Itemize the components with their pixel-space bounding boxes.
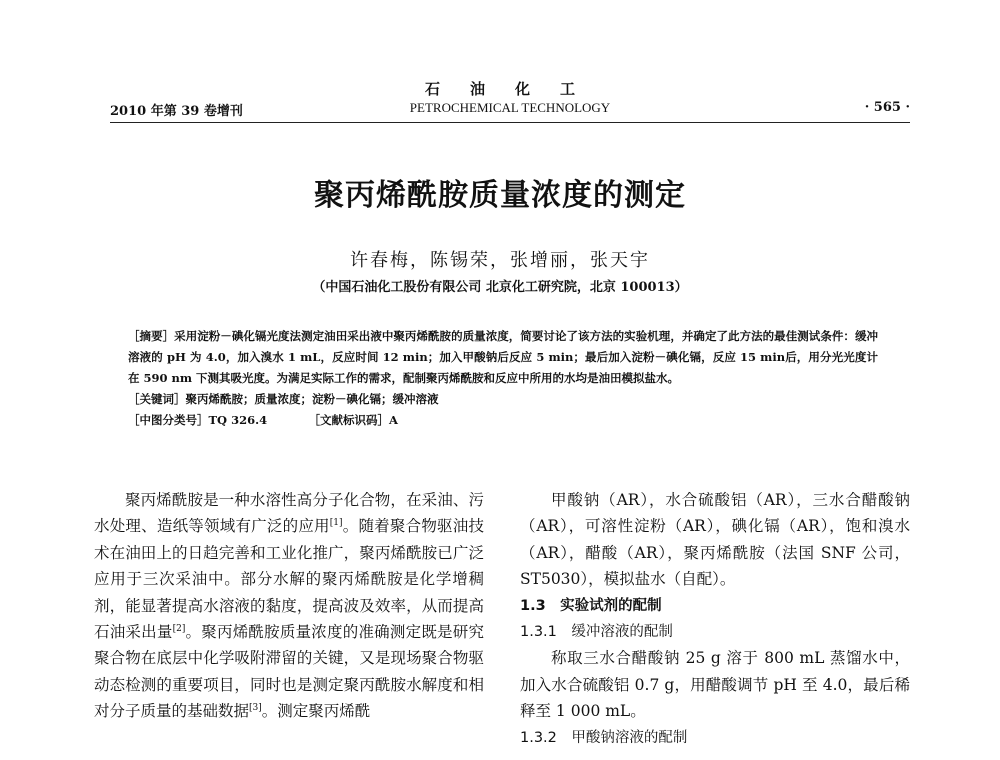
abstract xyxy=(128,326,878,389)
abstract-label: ［摘要］ xyxy=(128,329,175,343)
abstract-block xyxy=(128,326,878,431)
page-number: · 565 · xyxy=(864,100,910,115)
keywords xyxy=(128,389,878,410)
intro-paragraph xyxy=(94,487,484,725)
authors: 许春梅，陈锡荣，张增丽，张天宇 xyxy=(350,250,650,271)
section-heading-1-3: 1.3 实验试剂的配制 xyxy=(520,597,662,614)
reagents-paragraph: 甲酸钠（AR），水合硫酸铝（AR），三水合醋酸钠（AR），可溶性淀粉（AR），碘化镉（AR），饱和溴水（AR），醋酸（AR），聚丙烯酰胺（法国 SNF 公司，ST5030），模拟盐水（自配）。 xyxy=(520,491,910,589)
issue-info: 2010 年第 39 卷增刊 xyxy=(110,104,243,119)
subsection-heading-1-3-2: 1.3.2 甲酸钠溶液的配制 xyxy=(520,729,688,746)
doc-code-value: A xyxy=(389,413,398,427)
journal-name-cn: 石油化工 xyxy=(424,80,605,98)
article-title: 聚丙烯酰胺质量浓度的测定 xyxy=(314,178,686,213)
classification xyxy=(128,410,878,431)
body-column-right xyxy=(520,487,910,751)
affiliation: （中国石油化工股份有限公司 北京化工研究院，北京 100013） xyxy=(312,280,688,295)
citation-3: [3] xyxy=(249,703,262,714)
buffer-paragraph: 称取三水合醋酸钠 25 g 溶于 800 mL 蒸馏水中，加入水合硫酸铝 0.7 g，用醋酸调节 pH 至 4.0，最后稀释至 1 000 mL。 xyxy=(520,649,910,721)
keywords-label: ［关键词］ xyxy=(128,392,186,406)
clc-value: TQ 326.4 xyxy=(208,413,268,427)
clc-label: ［中图分类号］ xyxy=(128,413,209,427)
journal-name-en: PETROCHEMICAL TECHNOLOGY xyxy=(409,100,611,115)
keywords-text: 聚丙烯酰胺；质量浓度；淀粉－碘化镉；缓冲溶液 xyxy=(185,392,439,406)
header-rule xyxy=(110,122,910,123)
subsection-heading-1-3-1: 1.3.1 缓冲溶液的配制 xyxy=(520,624,673,641)
body-column-left xyxy=(94,487,484,725)
intro-text-2: 。随着聚合物驱油技术在油田上的日趋完善和工业化推广，聚丙烯酰胺已广泛应用于三次采油中。部分水解的聚丙烯酰胺是化学增稠剂，能显著提高水溶液的黏度，提高波及效率，从而提高石油采出量 xyxy=(94,517,484,642)
running-header xyxy=(110,98,910,120)
intro-text-1: 聚丙烯酰胺是一种水溶性高分子化合物，在采油、污水处理、造纸等领域有广泛的应用 xyxy=(94,491,484,536)
intro-text-4: 。测定聚丙烯酰 xyxy=(261,702,371,721)
doc-code-label: ［文献标识码］ xyxy=(308,413,389,427)
citation-1: [1] xyxy=(329,518,343,529)
intro-text-3: 。聚丙烯酰胺质量浓度的准确测定既是研究聚合物在底层中化学吸附滞留的关键，又是现场聚合物驱动态检测的重要项目，同时也是测定聚丙酰胺水解度和相对分子质量的基础数据 xyxy=(94,623,484,721)
citation-2: [2] xyxy=(172,623,186,634)
abstract-text: 采用淀粉－碘化镉光度法测定油田采出液中聚丙烯酰胺的质量浓度，简要讨论了该方法的实验机理，并确定了此方法的最佳测试条件：缓冲溶液的 pH 为 4.0，加入溴水 1 mL，反应时间 12 min；加入甲酸钠后反应 5 min；最后加入淀粉－碘化镉，反应 15 min后，用分光光度计在 590 nm 下测其吸光度。为满足实际工作的需求，配制聚丙烯酰胺和反应中所用的水均是油田模拟盐水。 xyxy=(128,329,878,385)
